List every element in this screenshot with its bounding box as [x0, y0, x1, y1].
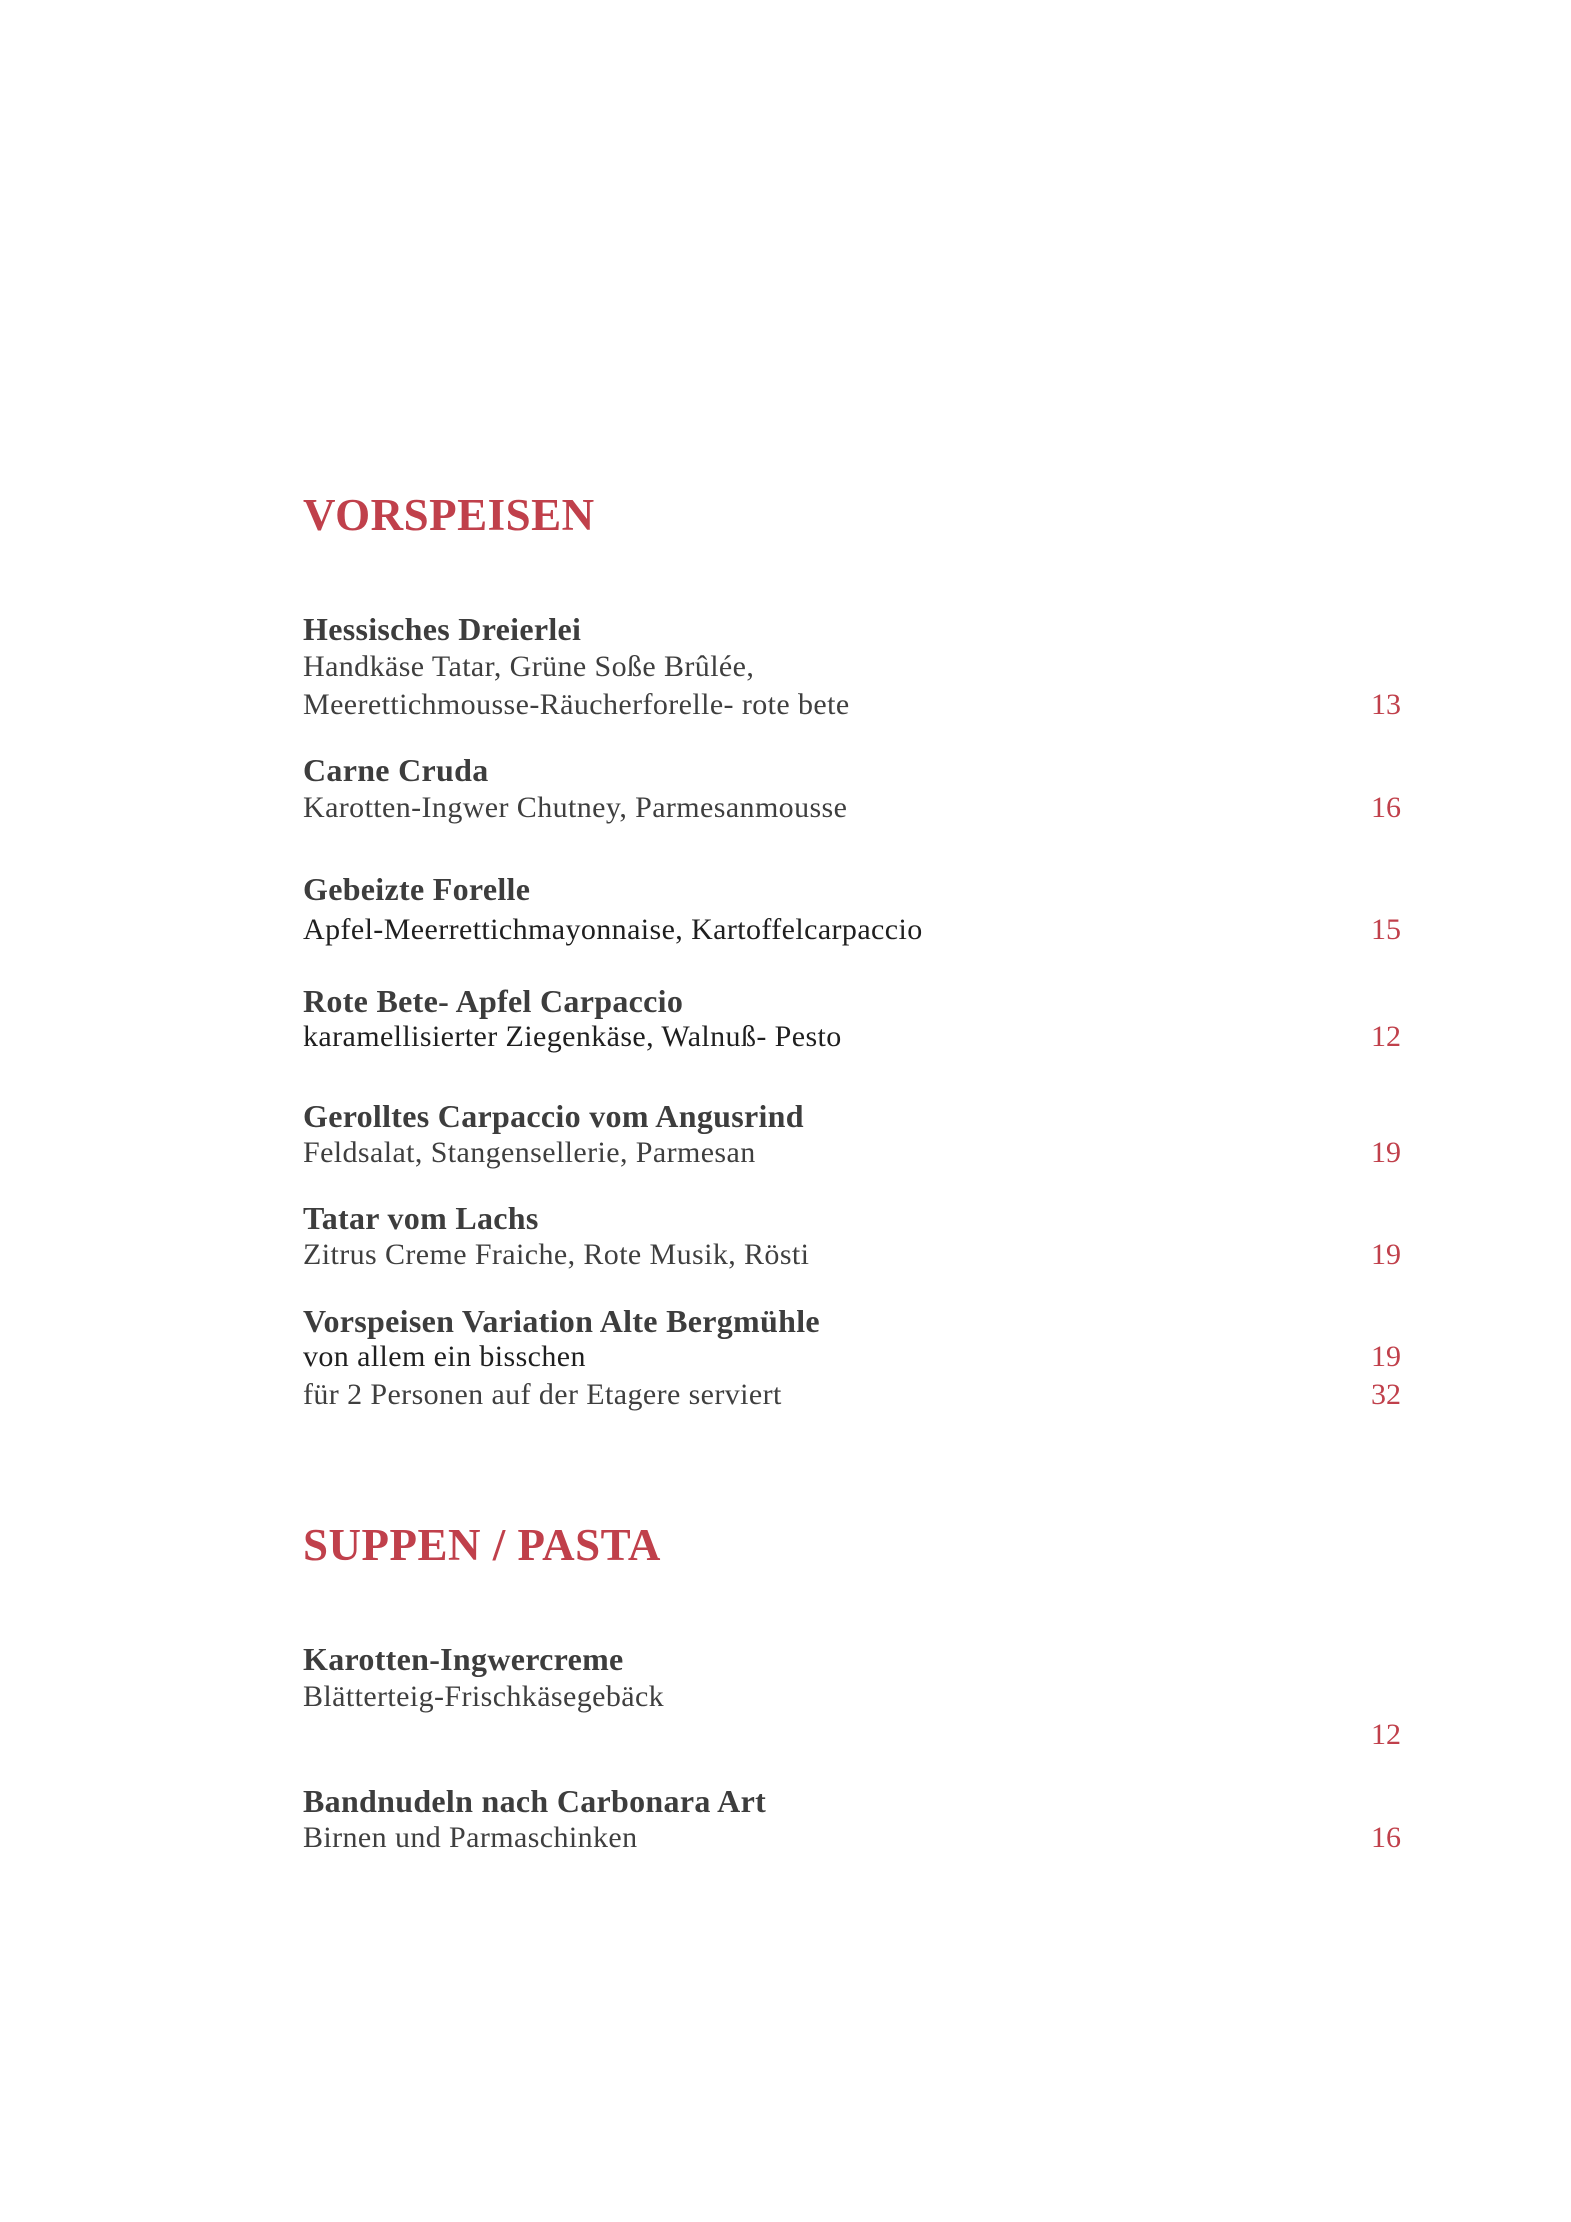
dish-name: Hessisches Dreierlei	[303, 611, 582, 647]
dish-description: Karotten-Ingwer Chutney, Parmesanmousse	[303, 791, 848, 824]
dish-description: Handkäse Tatar, Grüne Soße Brûlée,	[303, 650, 755, 683]
dish-description: Apfel-Meerrettichmayonnaise, Kartoffelcarpaccio	[303, 913, 923, 946]
dish-price: 19	[1371, 1340, 1401, 1373]
section-title-vorspeisen: VORSPEISEN	[303, 490, 595, 540]
section-title-suppen-pasta: SUPPEN / PASTA	[303, 1520, 661, 1570]
dish-description: karamellisierter Ziegenkäse, Walnuß- Pesto	[303, 1020, 842, 1053]
dish-price: 19	[1371, 1238, 1401, 1271]
dish-price: 12	[1371, 1020, 1401, 1053]
dish-description: Zitrus Creme Fraiche, Rote Musik, Rösti	[303, 1238, 810, 1271]
dish-price: 16	[1371, 791, 1401, 824]
dish-description: für 2 Personen auf der Etagere serviert	[303, 1378, 782, 1411]
dish-price: 12	[1371, 1718, 1401, 1751]
dish-name: Tatar vom Lachs	[303, 1200, 539, 1236]
dish-name: Bandnudeln nach Carbonara Art	[303, 1783, 767, 1819]
dish-description: Blätterteig-Frischkäsegebäck	[303, 1680, 665, 1713]
dish-name: Karotten-Ingwercreme	[303, 1641, 624, 1677]
dish-price: 15	[1371, 913, 1401, 946]
dish-description: Birnen und Parmaschinken	[303, 1821, 638, 1854]
dish-price: 32	[1371, 1378, 1401, 1411]
dish-name: Vorspeisen Variation Alte Bergmühle	[303, 1303, 820, 1339]
dish-price: 19	[1371, 1136, 1401, 1169]
dish-price: 16	[1371, 1821, 1401, 1854]
dish-description: Meerettichmousse-Räucherforelle- rote bete	[303, 688, 850, 721]
dish-name: Carne Cruda	[303, 752, 489, 788]
dish-description: Feldsalat, Stangensellerie, Parmesan	[303, 1136, 756, 1169]
dish-name: Gerolltes Carpaccio vom Angusrind	[303, 1098, 804, 1134]
dish-name: Rote Bete- Apfel Carpaccio	[303, 983, 684, 1019]
dish-name: Gebeizte Forelle	[303, 871, 531, 907]
dish-description: von allem ein bisschen	[303, 1340, 586, 1373]
dish-price: 13	[1371, 688, 1401, 721]
